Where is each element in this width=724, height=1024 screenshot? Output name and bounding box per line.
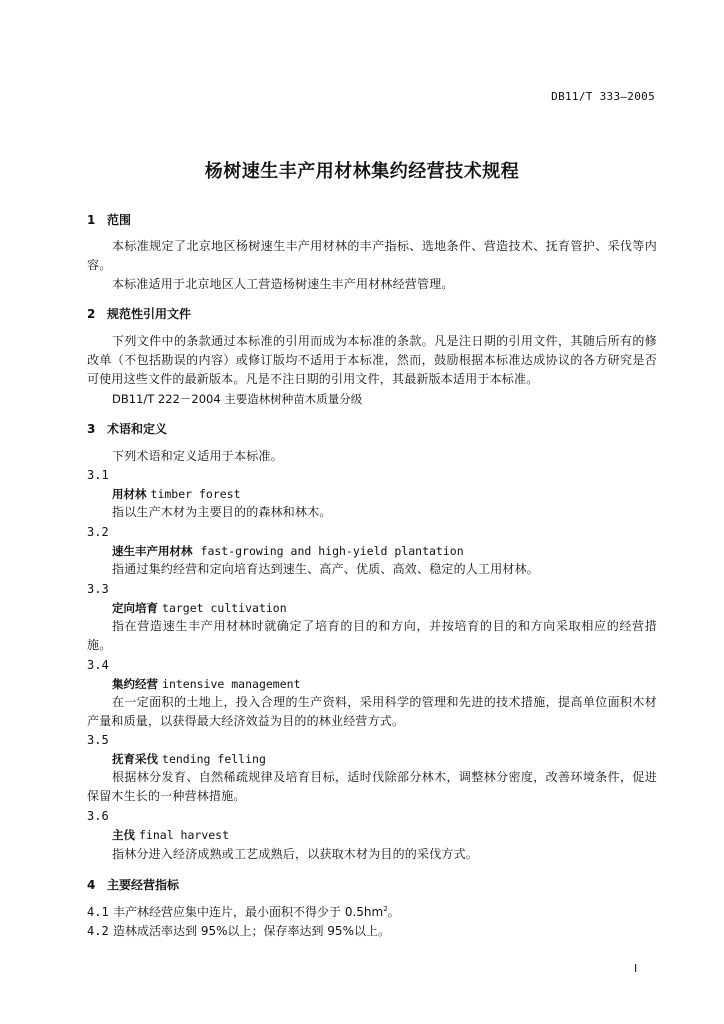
term-en: final harvest: [139, 828, 230, 842]
term-en: target cultivation: [162, 601, 287, 615]
standard-code: DB11/T 333—2005: [551, 90, 655, 103]
page-number: I: [634, 962, 638, 975]
section-title: 规范性引用文件: [107, 307, 192, 321]
term-heading: [112, 676, 301, 692]
section-1-para-1: 本标准规定了北京地区杨树速生丰产用材林的丰产指标、选地条件、营造技术、抚育管护、采伐等内容。: [87, 239, 657, 272]
section-3-intro: 下列术语和定义适用于本标准。: [112, 449, 283, 463]
item-number: 4.2: [87, 924, 109, 938]
term-zh: 主伐: [112, 828, 135, 842]
term-zh: 速生丰产用材林: [112, 544, 193, 558]
list-item: [87, 903, 400, 920]
section-number: 2: [87, 307, 96, 321]
term-definition: 在一定面积的土地上，投入合理的生产资料，采用科学的管理和先进的技术措施，提高单位面积木材产量和质量，以获得最大经济效益为目的的林业经营方式。: [87, 695, 657, 728]
term-zh: 用材林: [112, 487, 147, 501]
term-definition: 指通过集约经营和定向培育达到速生、高产、优质、高效、稳定的人工用材林。: [112, 562, 540, 576]
term-heading: [112, 600, 287, 616]
section-title: 范围: [107, 213, 132, 227]
section-title: 术语和定义: [107, 422, 168, 436]
section-4-heading: [87, 876, 179, 893]
section-title: 主要经营指标: [107, 878, 180, 892]
item-text-end: 。: [387, 905, 400, 919]
term-heading: [112, 543, 464, 559]
term-en: timber forest: [150, 487, 241, 501]
term-zh: 集约经营: [112, 677, 158, 691]
clause-number: 3.2: [87, 525, 109, 539]
section-1-para-2: 本标准适用于北京地区人工营造杨树速生丰产用材林经营管理。: [112, 277, 454, 291]
clause-number: 3.3: [87, 582, 109, 596]
term-definition: 指在营造速生丰产用材林时就确定了培育的目的和方向，并按培育的目的和方向采取相应的经营措施。: [87, 619, 657, 652]
item-text: 造林成活率达到 95%以上；保存率达到 95%以上。: [113, 924, 390, 938]
clause-number: 3.6: [87, 809, 109, 823]
section-1-heading: [87, 211, 131, 228]
item-text: 丰产林经营应集中连片，最小面积不得少于 0.5hm: [113, 905, 384, 919]
section-number: 4: [87, 878, 96, 892]
term-definition: 根据林分发育、自然稀疏规律及培育目标，适时伐除部分林木，调整林分密度，改善环境条件，促进保留木生长的一种营林措施。: [87, 770, 657, 803]
clause-number: 3.5: [87, 733, 109, 747]
section-2-heading: [87, 305, 191, 322]
item-number: 4.1: [87, 905, 109, 919]
section-number: 1: [87, 213, 96, 227]
section-3-heading: [87, 420, 167, 437]
term-definition: 指以生产木材为主要目的的森林和林木。: [112, 505, 332, 519]
term-heading: [112, 827, 229, 843]
term-heading: [112, 486, 241, 502]
term-en: tending felling: [162, 752, 266, 766]
term-zh: 抚育采伐: [112, 752, 158, 766]
superscript: 2: [383, 905, 388, 913]
term-definition: 指林分进入经济成熟或工艺成熟后，以获取木材为目的的采伐方式。: [112, 847, 479, 861]
section-2-para-1: 下列文件中的条款通过本标准的引用而成为本标准的条款。凡是注日期的引用文件，其随后所有的修改单（不包括勘误的内容）或修订版均不适用于本标准，然而，鼓励根据本标准达成协议的各方研究是否可使用这些文件的最新版本。凡是不注日期的引用文件，其最新版本适用于本标准。: [87, 334, 657, 386]
term-en: fast-growing and high-yield plantation: [200, 544, 464, 558]
list-item: [87, 922, 390, 939]
clause-number: 3.4: [87, 658, 109, 672]
term-heading: [112, 751, 266, 767]
document-title: 杨树速生丰产用材林集约经营技术规程: [204, 161, 520, 182]
term-en: intensive management: [162, 677, 301, 691]
normative-reference: DB11/T 222－2004 主要造林树种苗木质量分级: [112, 392, 363, 406]
term-zh: 定向培育: [112, 601, 158, 615]
clause-number: 3.1: [87, 468, 109, 482]
section-number: 3: [87, 422, 96, 436]
